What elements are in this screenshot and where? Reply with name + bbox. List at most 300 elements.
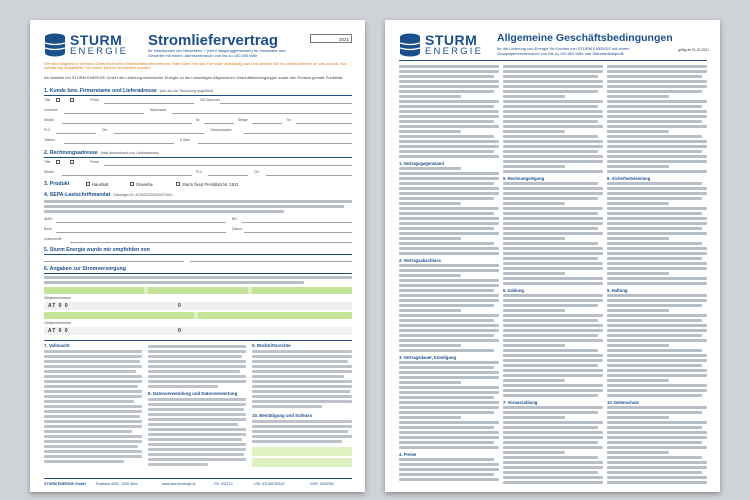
text-line [503, 202, 565, 205]
vat-label: UID-Nummer [200, 98, 220, 102]
company-label: Firma [90, 98, 99, 102]
text-line [503, 192, 603, 195]
text-line [399, 90, 494, 93]
text-line [607, 411, 702, 414]
text-line [503, 160, 603, 163]
divider [399, 60, 707, 61]
text-line [503, 406, 603, 409]
text-line [399, 242, 494, 245]
section-2-note: (falls abweichend von Lieferadresse) [100, 151, 160, 155]
text-line [503, 446, 603, 449]
text-line [503, 436, 603, 439]
text-line [503, 282, 603, 285]
text-line [399, 381, 461, 384]
text-line [503, 150, 598, 153]
text-line [607, 217, 707, 220]
meter-cell[interactable] [252, 287, 352, 294]
bank-field[interactable] [56, 232, 226, 233]
text-line [503, 242, 598, 245]
text-line [399, 426, 494, 429]
text-line [607, 299, 707, 302]
text-line [503, 309, 565, 312]
sturm-energie-logo [44, 32, 136, 58]
text-line [503, 187, 603, 190]
intro-text: Ich bestelle bei STURM ENERGIE GmbH die Lieferung elektrischer Energie zu den umseitigen Allgemeinen Geschäftsbedingungen sowie den Preisen gemäß Preisblatt. [44, 76, 344, 80]
text-line [607, 140, 707, 143]
meter-point-label: Zählpunktnummer [44, 296, 72, 300]
text-line [503, 344, 565, 347]
title-checkbox[interactable] [56, 98, 60, 102]
text-line [607, 431, 707, 434]
text-line [503, 207, 603, 210]
text-line [503, 212, 598, 215]
title-checkbox[interactable] [70, 98, 74, 102]
meter-cell[interactable] [148, 287, 248, 294]
text-line [607, 252, 707, 255]
section-4-title: 4. SEPA-Lastschriftmandat [44, 192, 111, 198]
meter-point-field-1[interactable] [44, 302, 352, 310]
terms-section-heading: 1. Vertragsgegenstand [399, 161, 444, 166]
iban-field[interactable] [56, 222, 226, 223]
text-line [607, 70, 707, 73]
text-line [503, 75, 598, 78]
terms-section-heading: 5. Rechnungslegung [503, 176, 545, 181]
text-line [399, 217, 499, 220]
product-fixed-checkbox[interactable] [176, 182, 180, 186]
door-field[interactable] [296, 123, 352, 124]
product-haushalt-checkbox[interactable] [86, 182, 90, 186]
text-line [503, 379, 565, 382]
barrel-icon [44, 33, 66, 57]
text-line [148, 438, 242, 441]
text-line [503, 471, 598, 474]
text-line [399, 396, 494, 399]
sturm-energie-logo [399, 32, 491, 58]
text-line [607, 145, 707, 148]
text-line [399, 187, 499, 190]
section-2-heading [44, 150, 159, 156]
text-line [503, 182, 598, 185]
street-label: Straße [44, 170, 55, 174]
meter-point-field-2[interactable] [44, 327, 352, 335]
terms-section-heading: 2. Vertragsabschluss [399, 258, 441, 263]
text-line [399, 344, 461, 347]
text-line [399, 324, 499, 327]
text-line [399, 361, 499, 364]
phone-label: Telefon [44, 138, 55, 142]
section-4-note: Gläubiger-ID: AT50ZZZ00000007004 [113, 193, 173, 197]
text-line [399, 100, 499, 103]
text-line [399, 386, 499, 389]
logo-text-sturm: STURM [70, 32, 123, 48]
form-number-box[interactable]: 2021 [310, 34, 352, 43]
text-line [607, 247, 707, 250]
text-line [503, 324, 603, 327]
text-line [607, 125, 707, 128]
text-line [503, 110, 603, 113]
text-line [607, 436, 707, 439]
text-line [399, 468, 499, 471]
text-line [607, 120, 702, 123]
text-line [503, 237, 565, 240]
text-line [44, 355, 142, 358]
stair-label: Stiege [238, 118, 248, 122]
text-line [399, 155, 499, 158]
text-line [503, 441, 598, 444]
text-line [44, 430, 132, 433]
street-label: Straße [44, 118, 55, 122]
text-line [399, 95, 461, 98]
text-line [399, 299, 499, 302]
section-1-heading [44, 88, 213, 94]
section-2-title: 2. Rechnungsadresse [44, 150, 98, 156]
footer-rule [44, 478, 352, 479]
section-3-title: 3. Produkt [44, 181, 70, 187]
text-line [503, 65, 603, 68]
bank-label: Bank [44, 227, 52, 231]
text-line [503, 314, 603, 317]
phone-field[interactable] [64, 143, 174, 144]
text-line [252, 385, 352, 388]
section-6-title: 6. Angaben zur Stromversorgung [44, 266, 126, 272]
text-line [252, 440, 342, 443]
number-label: Nr. [196, 118, 201, 122]
text-line [607, 192, 707, 195]
text-line [44, 460, 124, 463]
text-line [44, 365, 142, 368]
text-line [399, 294, 499, 297]
text-line [607, 207, 707, 210]
text-line [399, 192, 499, 195]
vat-field[interactable] [220, 103, 352, 104]
text-line [252, 350, 352, 353]
text-line [399, 366, 494, 369]
text-line [252, 400, 352, 403]
text-line [503, 339, 603, 342]
text-line [399, 371, 499, 374]
meter-point-value: 0 [178, 328, 182, 334]
text-line [503, 135, 598, 138]
text-line [44, 385, 138, 388]
text-line [503, 384, 603, 387]
text-line [399, 177, 499, 180]
text-line [399, 227, 494, 230]
confirm-signature-band[interactable] [252, 447, 352, 456]
text-line [503, 115, 603, 118]
meter-cell[interactable] [44, 287, 144, 294]
text-line [503, 329, 603, 332]
text-line [607, 441, 702, 444]
text-line [148, 360, 246, 363]
text-line [503, 426, 598, 429]
text-line [607, 364, 702, 367]
text-line [399, 115, 499, 118]
text-line [503, 85, 603, 88]
text-line [503, 90, 598, 93]
text-line [503, 120, 598, 123]
billing-street-field[interactable] [62, 175, 192, 176]
text-line [607, 476, 707, 479]
text-line [399, 150, 494, 153]
text-line [607, 165, 669, 168]
zip-field[interactable] [56, 133, 96, 134]
text-line [503, 222, 603, 225]
text-line [607, 100, 707, 103]
text-line [607, 115, 707, 118]
text-line [399, 334, 494, 337]
footer-dvr: DVR: 4018784 [310, 482, 334, 486]
text-line [503, 304, 598, 307]
product-gewerbe-checkbox[interactable] [130, 182, 134, 186]
text-line [607, 359, 707, 362]
text-line [399, 80, 499, 83]
text-line [399, 237, 461, 240]
text-line [399, 416, 461, 419]
text-line [503, 262, 603, 265]
number-field[interactable] [204, 123, 234, 124]
terms-version: gültig ab 01.01.2021 [678, 48, 709, 52]
text-line [503, 247, 603, 250]
firstname-label: Vorname [44, 108, 58, 112]
text-line [148, 453, 244, 456]
text-line [148, 403, 246, 406]
text-line [607, 394, 702, 397]
text-line [503, 369, 603, 372]
text-line [503, 416, 565, 419]
text-line [399, 247, 499, 250]
logo-text-sturm: STURM [425, 32, 478, 48]
signature-label: Unterschrift [44, 237, 62, 241]
place-label: Ort [254, 170, 259, 174]
text-line [503, 105, 598, 108]
orange-notice: Wir sind Mitglied im Verband Österreichischer Elektrizitätsunternehmen. Bitte füllen Sie das Formular vollständig aus und senden Sie es unterschrieben an uns zurück. Nur vollständig ausgefüllte Formulare können bearbeitet werden. [44, 62, 347, 71]
text-line [607, 277, 707, 280]
text-line [607, 294, 707, 297]
logo-text-energie: ENERGIE [425, 46, 484, 57]
text-line [503, 461, 603, 464]
text-line [607, 349, 702, 352]
text-line [44, 400, 134, 403]
surname-field[interactable] [172, 113, 352, 114]
text-line [399, 212, 494, 215]
title-checkbox[interactable] [56, 160, 60, 164]
text-line [399, 110, 499, 113]
company-field[interactable] [104, 103, 194, 104]
text-line [399, 329, 499, 332]
text-line [148, 448, 246, 451]
text-line [607, 456, 702, 459]
meter-point-label: Zählpunktnummer [44, 321, 72, 325]
text-line [148, 458, 246, 461]
text-line [148, 365, 246, 368]
text-line [252, 430, 348, 433]
terms-section-heading: 4. Preise [399, 452, 417, 457]
zip-label: PLZ [196, 170, 203, 174]
terms-title: Allgemeine Geschäftsbedingungen [497, 32, 673, 44]
street-field[interactable] [62, 123, 192, 124]
text-line [399, 75, 494, 78]
text-line [607, 267, 707, 270]
bic-label: BIC [232, 217, 238, 221]
text-line [503, 359, 603, 362]
stair-field[interactable] [252, 123, 282, 124]
meter-point-prefix: AT 0 0 [48, 328, 69, 334]
text-line [44, 210, 284, 213]
text-line [503, 197, 598, 200]
confirm-signature-band[interactable] [252, 458, 352, 467]
section-10-title: 10. Bestätigung und Schluss [252, 413, 313, 418]
text-line [607, 354, 707, 357]
text-line [503, 257, 598, 260]
date-field[interactable] [244, 232, 352, 233]
door-label: Tür [286, 118, 292, 122]
text-line [399, 252, 499, 255]
text-line [503, 389, 603, 392]
text-line [607, 369, 707, 372]
text-line [148, 375, 246, 378]
text-line [607, 155, 707, 158]
firstname-field[interactable] [64, 113, 144, 114]
text-line [252, 375, 344, 378]
terms-section-heading: 8. Sicherheitsleistung [607, 176, 651, 181]
text-line [44, 425, 142, 428]
text-line [607, 481, 707, 484]
text-line [399, 172, 499, 175]
text-line [44, 405, 142, 408]
text-line [607, 461, 707, 464]
title-checkbox[interactable] [70, 160, 74, 164]
text-line [503, 155, 603, 158]
text-line [607, 272, 669, 275]
bic-field[interactable] [242, 222, 352, 223]
text-line [607, 75, 702, 78]
footer-website: www.sturmenergie.at [162, 482, 196, 486]
birthdate-field[interactable] [244, 133, 352, 134]
birthdate-label: Geburtsdatum [210, 128, 232, 132]
text-line [399, 264, 499, 267]
text-line [607, 242, 702, 245]
text-line [607, 309, 669, 312]
meter-cell[interactable] [44, 312, 194, 319]
text-line [503, 319, 598, 322]
text-line [503, 476, 603, 479]
text-line [399, 339, 499, 342]
text-line [607, 110, 707, 113]
text-line [399, 207, 499, 210]
text-line [607, 95, 669, 98]
meter-point-prefix: AT 0 0 [48, 303, 69, 309]
text-line [607, 334, 702, 337]
text-line [503, 165, 565, 168]
logo-text-energie: ENERGIE [70, 46, 129, 57]
referral-id-field[interactable] [190, 261, 352, 262]
footer-fn: FN: 432712 [214, 482, 233, 486]
text-line [44, 276, 352, 279]
contract-title: Stromliefervertrag [148, 32, 279, 49]
text-line [252, 390, 350, 393]
email-field[interactable] [198, 143, 352, 144]
text-line [503, 411, 598, 414]
divider [44, 157, 352, 158]
section-5-title: 5. Sturm Energie wurde mir empfohlen von [44, 247, 150, 253]
divider [44, 95, 352, 96]
text-line [607, 344, 669, 347]
text-line [607, 222, 707, 225]
billing-zip-field[interactable] [208, 175, 248, 176]
billing-company-field[interactable] [104, 165, 352, 166]
text-line [503, 374, 603, 377]
text-line [148, 370, 240, 373]
text-line [148, 413, 246, 416]
text-line [607, 314, 707, 317]
text-line [503, 232, 603, 235]
text-line [607, 426, 702, 429]
text-line [148, 385, 218, 388]
text-line [399, 473, 494, 476]
text-line [44, 350, 142, 353]
place-field[interactable] [114, 133, 204, 134]
text-line [399, 120, 494, 123]
section-7-title: 7. Vollmacht [44, 343, 70, 348]
text-line [503, 217, 603, 220]
text-line [399, 314, 499, 317]
meter-cell[interactable] [198, 312, 352, 319]
text-line [399, 463, 499, 466]
text-line [44, 440, 142, 443]
iban-label: IBAN [44, 217, 52, 221]
text-line [44, 370, 136, 373]
text-line [148, 355, 242, 358]
text-line [399, 182, 494, 185]
text-line [44, 205, 344, 208]
footer-uid: UID: ATU69760167 [254, 482, 285, 486]
signature-field[interactable] [70, 242, 352, 243]
referral-field[interactable] [44, 261, 184, 262]
text-line [607, 374, 707, 377]
text-line [607, 187, 707, 190]
product-gewerbe-label: Gewerbe [136, 182, 153, 187]
text-line [44, 450, 142, 453]
terms-section-heading: 9. Haftung [607, 288, 628, 293]
terms-section-heading: 3. Vertragsdauer, Kündigung [399, 355, 457, 360]
text-line [607, 160, 707, 163]
text-line [607, 319, 702, 322]
text-line [607, 384, 707, 387]
text-line [148, 408, 244, 411]
billing-place-field[interactable] [266, 175, 352, 176]
text-line [399, 85, 499, 88]
text-line [503, 252, 603, 255]
text-line [44, 360, 140, 363]
text-line [399, 202, 461, 205]
text-line [503, 299, 603, 302]
text-line [399, 167, 461, 170]
text-line [607, 105, 702, 108]
company-label: Firma [90, 160, 99, 164]
text-line [399, 70, 499, 73]
text-line [607, 416, 669, 419]
text-line [399, 289, 494, 292]
text-line [148, 418, 246, 421]
divider [44, 254, 352, 255]
text-line [503, 394, 598, 397]
text-line [399, 458, 494, 461]
text-line [44, 455, 142, 458]
section-1-title: 1. Kunde bzw. Firmenname und Lieferadresse [44, 88, 157, 94]
text-line [399, 391, 499, 394]
text-line [399, 274, 461, 277]
text-line [503, 130, 565, 133]
